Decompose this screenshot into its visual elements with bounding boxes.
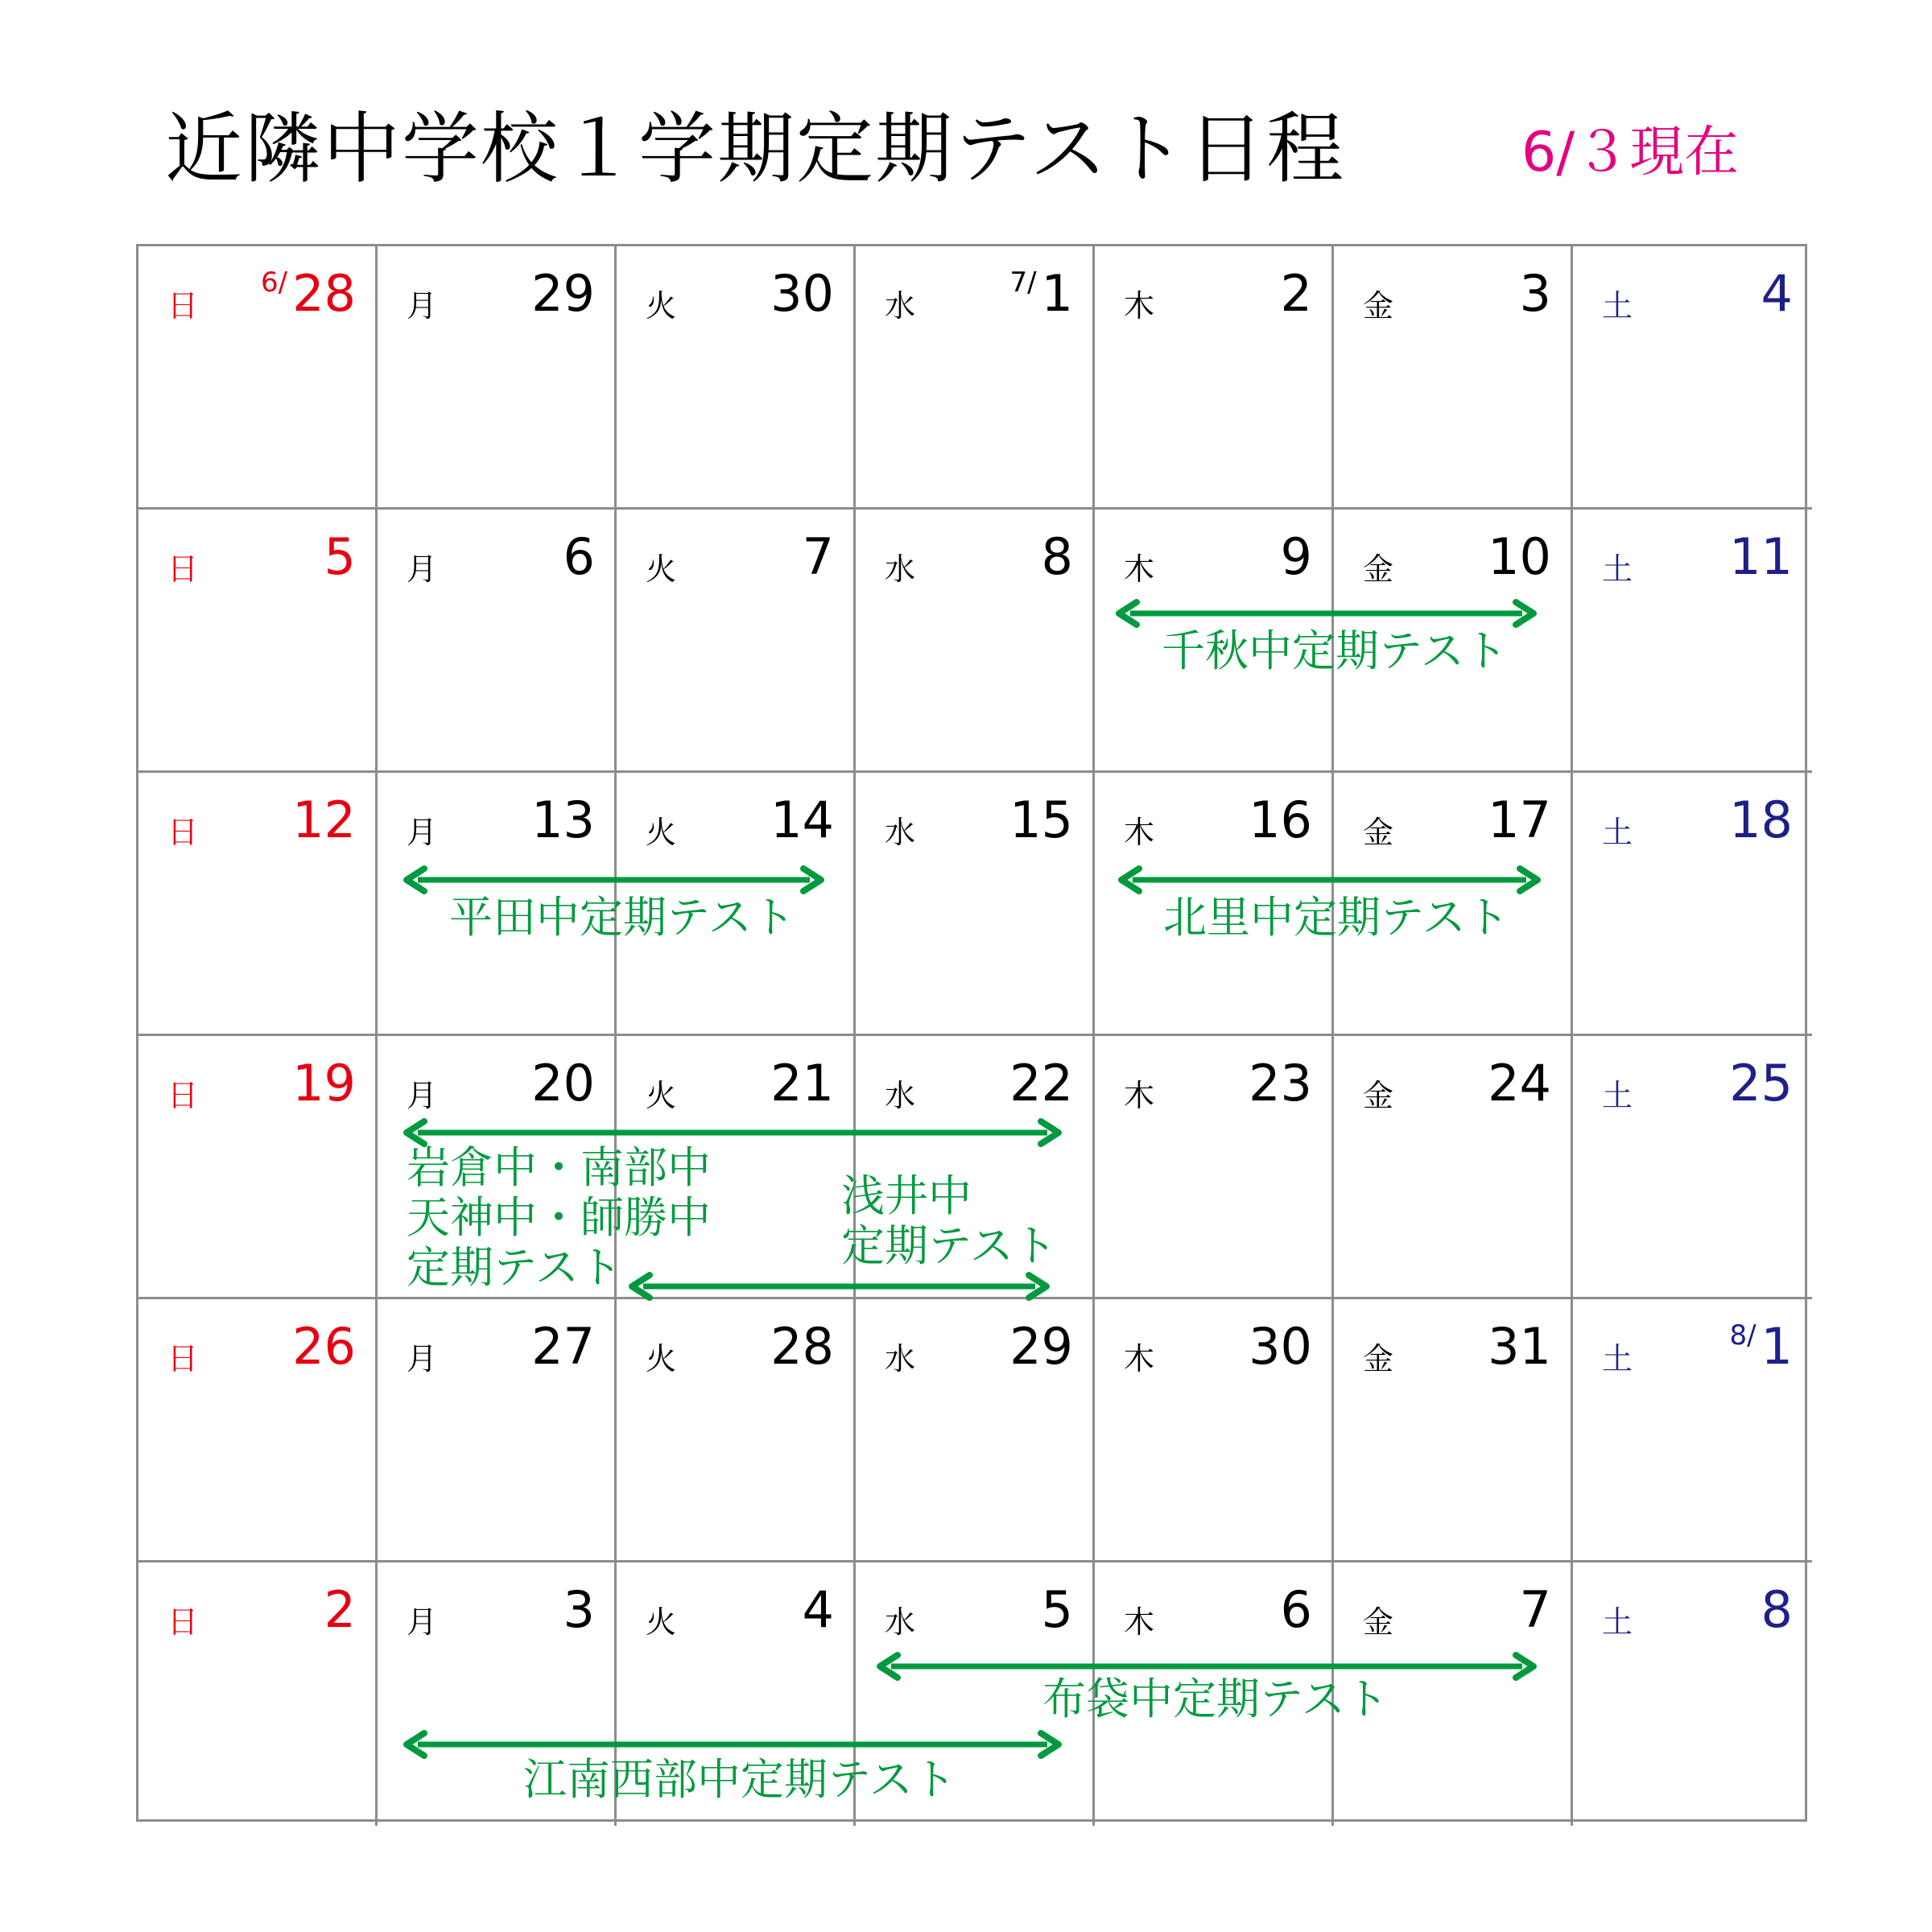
day-number (324, 1580, 356, 1640)
month-prefix: 7/ (1009, 266, 1037, 299)
day-number-value: 2 (1280, 264, 1312, 323)
weekday-label: 日 (167, 1078, 199, 1113)
day-number-value: 28 (770, 1317, 834, 1376)
weekday-label: 土 (1602, 1078, 1633, 1113)
day-cell-w6-wed (856, 1563, 1095, 1826)
day-number-value: 7 (802, 527, 834, 586)
event-label: 浅井中 定期テスト (841, 1170, 1057, 1271)
day-number (1249, 791, 1312, 850)
weekday-label: 日 (167, 551, 199, 587)
day-number-value: 8 (1761, 1580, 1793, 1639)
day-cell-w6-sat (1573, 1563, 1812, 1826)
day-cell-w6-thu (1095, 1563, 1334, 1826)
day-cell-w2-tue (617, 510, 856, 773)
day-number-value: 4 (1761, 264, 1793, 323)
day-number (1520, 1580, 1551, 1640)
day-cell-w2-sun (138, 510, 378, 773)
day-number-value: 1 (1761, 1317, 1793, 1376)
day-cell-w3-sun (138, 773, 378, 1036)
day-number (1009, 1054, 1073, 1113)
day-number-value: 18 (1729, 791, 1793, 849)
day-cell-w4-fri (1334, 1036, 1573, 1299)
day-number (1729, 1054, 1793, 1113)
weekday-label: 土 (1602, 1604, 1633, 1640)
day-number (564, 527, 595, 587)
day-number (1488, 791, 1551, 850)
day-cell-w3-mon (378, 773, 617, 1036)
weekday-label: 木 (1124, 1341, 1155, 1377)
weekday-label: 火 (646, 1341, 677, 1377)
day-number-value: 27 (531, 1317, 595, 1376)
day-cell-w1-sun (138, 246, 378, 510)
day-cell-w6-sun (138, 1563, 378, 1826)
calendar-grid (136, 244, 1807, 1822)
weekday-label: 木 (1124, 551, 1155, 587)
day-number-value: 15 (1009, 791, 1073, 849)
event-label: 千秋中定期テスト (1162, 625, 1508, 676)
day-number (1042, 527, 1073, 587)
day-number (324, 527, 356, 587)
day-number (292, 791, 356, 850)
day-number-value: 22 (1009, 1054, 1073, 1113)
day-number-value: 24 (1488, 1054, 1551, 1113)
day-number (770, 1317, 834, 1377)
as-of-date: 6/３現在 (1521, 121, 1740, 184)
weekday-label: 水 (885, 288, 916, 324)
weekday-label: 日 (167, 1604, 199, 1640)
day-cell-w2-sat (1573, 510, 1812, 773)
day-cell-w1-sat (1573, 246, 1812, 510)
day-cell-w3-wed (856, 773, 1095, 1036)
day-cell-w1-mon (378, 246, 617, 510)
weekday-label: 火 (646, 288, 677, 324)
day-cell-w4-sat (1573, 1036, 1812, 1299)
day-number (1488, 1317, 1551, 1377)
day-number (564, 1580, 595, 1640)
weekday-label: 火 (646, 1604, 677, 1640)
day-number (770, 264, 834, 324)
day-number-value: 4 (802, 1580, 834, 1639)
weekday-label: 月 (407, 1341, 438, 1377)
day-number-value: 23 (1249, 1054, 1312, 1113)
day-number-value: 19 (292, 1054, 356, 1113)
weekday-label: 木 (1124, 815, 1155, 850)
day-number (292, 1317, 356, 1377)
month-prefix: 8/ (1729, 1319, 1757, 1352)
weekday-label: 金 (1363, 1604, 1394, 1640)
day-number (1249, 1317, 1312, 1377)
day-cell-w3-thu (1095, 773, 1334, 1036)
day-number-value: 3 (563, 1580, 595, 1639)
day-number-value: 3 (1519, 264, 1551, 323)
day-cell-w2-thu (1095, 510, 1334, 773)
day-number-value: 16 (1249, 791, 1312, 849)
weekday-label: 火 (646, 815, 677, 850)
weekday-label: 木 (1124, 1078, 1155, 1113)
day-cell-w1-thu (1095, 246, 1334, 510)
event-label: 岩倉中・南部中 天神中・師勝中 定期テスト (407, 1142, 711, 1293)
day-number-value: 26 (292, 1317, 356, 1376)
day-number-value: 25 (1729, 1054, 1793, 1113)
day-number (292, 1054, 356, 1113)
day-cell-w4-thu (1095, 1036, 1334, 1299)
day-number (803, 527, 834, 587)
weekday-label: 水 (885, 551, 916, 587)
day-number (1249, 1054, 1312, 1113)
day-number-value: 12 (292, 791, 356, 849)
weekday-label: 水 (885, 1604, 916, 1640)
day-number (1281, 264, 1312, 324)
weekday-label: 土 (1602, 815, 1633, 850)
weekday-label: 水 (885, 1078, 916, 1113)
day-number-value: 28 (292, 264, 356, 323)
day-number-value: 29 (531, 264, 595, 323)
day-number (1009, 264, 1073, 332)
weekday-label: 月 (407, 1604, 438, 1640)
weekday-label: 月 (407, 1078, 438, 1113)
weekday-label: 木 (1124, 288, 1155, 324)
weekday-label: 金 (1363, 815, 1394, 850)
day-cell-w6-fri (1334, 1563, 1573, 1826)
day-number (803, 1580, 834, 1640)
day-number-value: 20 (531, 1054, 595, 1113)
day-number-value: 2 (324, 1580, 356, 1639)
day-number (1761, 264, 1793, 324)
day-number-value: 9 (1280, 527, 1312, 586)
day-number (1009, 1317, 1073, 1377)
day-cell-w1-fri (1334, 246, 1573, 510)
weekday-label: 火 (646, 551, 677, 587)
day-number-value: 11 (1729, 527, 1793, 586)
weekday-label: 土 (1602, 288, 1633, 324)
weekday-label: 火 (646, 1078, 677, 1113)
day-cell-w1-wed (856, 246, 1095, 510)
day-number-value: 30 (770, 264, 834, 323)
month-prefix: 6/ (261, 266, 288, 299)
event-label: 布袋中定期テスト (1042, 1674, 1389, 1724)
day-number (531, 1054, 595, 1113)
day-number (1042, 1580, 1073, 1640)
weekday-label: 日 (167, 815, 199, 850)
day-number (1281, 527, 1312, 587)
day-number-value: 8 (1041, 527, 1073, 586)
day-number-value: 31 (1488, 1317, 1551, 1376)
weekday-label: 金 (1363, 1341, 1394, 1377)
day-number-value: 29 (1009, 1317, 1073, 1376)
day-number (261, 264, 356, 332)
day-cell-w5-sat (1573, 1299, 1812, 1563)
day-cell-w6-tue (617, 1563, 856, 1826)
day-number-value: 6 (563, 527, 595, 586)
day-cell-w5-mon (378, 1299, 617, 1563)
day-number-value: 14 (770, 791, 834, 849)
weekday-label: 水 (885, 815, 916, 850)
day-cell-w1-tue (617, 246, 856, 510)
day-cell-w5-sun (138, 1299, 378, 1563)
day-number-value: 5 (1041, 1580, 1073, 1639)
day-cell-w5-wed (856, 1299, 1095, 1563)
day-cell-w2-wed (856, 510, 1095, 773)
day-number (770, 791, 834, 850)
day-number (1761, 1580, 1793, 1640)
day-number-value: 21 (770, 1054, 834, 1113)
weekday-label: 水 (885, 1341, 916, 1377)
event-label: 平田中定期テスト (449, 892, 795, 943)
day-cell-w5-fri (1334, 1299, 1573, 1563)
day-cell-w2-fri (1334, 510, 1573, 773)
day-cell-w5-tue (617, 1299, 856, 1563)
weekday-label: 月 (407, 815, 438, 850)
day-number (1729, 1317, 1793, 1385)
page-title: 近隣中学校１学期定期テスト日程 (165, 104, 1346, 194)
day-number (1729, 791, 1793, 850)
event-label: 北里中定期テスト (1163, 892, 1509, 943)
event-label: 江南西部中定期テスト (523, 1754, 956, 1805)
day-number (1520, 264, 1551, 324)
weekday-label: 土 (1602, 551, 1633, 587)
weekday-label: 金 (1363, 1078, 1394, 1113)
day-number-value: 6 (1280, 1580, 1312, 1639)
day-number (531, 1317, 595, 1377)
day-cell-w4-mon (378, 1036, 617, 1299)
day-number (531, 264, 595, 324)
day-number (770, 1054, 834, 1113)
day-number (1488, 527, 1551, 587)
day-cell-w4-tue (617, 1036, 856, 1299)
weekday-label: 土 (1602, 1341, 1633, 1377)
day-cell-w2-mon (378, 510, 617, 773)
day-number-value: 13 (531, 791, 595, 849)
weekday-label: 金 (1363, 551, 1394, 587)
weekday-label: 月 (407, 288, 438, 324)
day-cell-w4-wed (856, 1036, 1095, 1299)
day-number-value: 7 (1519, 1580, 1551, 1639)
weekday-label: 金 (1363, 288, 1394, 324)
weekday-label: 日 (167, 1341, 199, 1377)
weekday-label: 日 (167, 288, 199, 324)
weekday-label: 木 (1124, 1604, 1155, 1640)
day-cell-w5-thu (1095, 1299, 1334, 1563)
day-cell-w4-sun (138, 1036, 378, 1299)
day-number (1281, 1580, 1312, 1640)
day-number-value: 10 (1488, 527, 1551, 586)
day-number (1729, 527, 1793, 587)
day-cell-w3-sat (1573, 773, 1812, 1036)
day-cell-w6-mon (378, 1563, 617, 1826)
weekday-label: 月 (407, 551, 438, 587)
day-number-value: 1 (1041, 264, 1073, 323)
day-cell-w3-fri (1334, 773, 1573, 1036)
day-number (1009, 791, 1073, 850)
day-number (1488, 1054, 1551, 1113)
day-number-value: 30 (1249, 1317, 1312, 1376)
day-number-value: 5 (324, 527, 356, 586)
day-cell-w3-tue (617, 773, 856, 1036)
day-number (531, 791, 595, 850)
day-number-value: 17 (1488, 791, 1551, 849)
